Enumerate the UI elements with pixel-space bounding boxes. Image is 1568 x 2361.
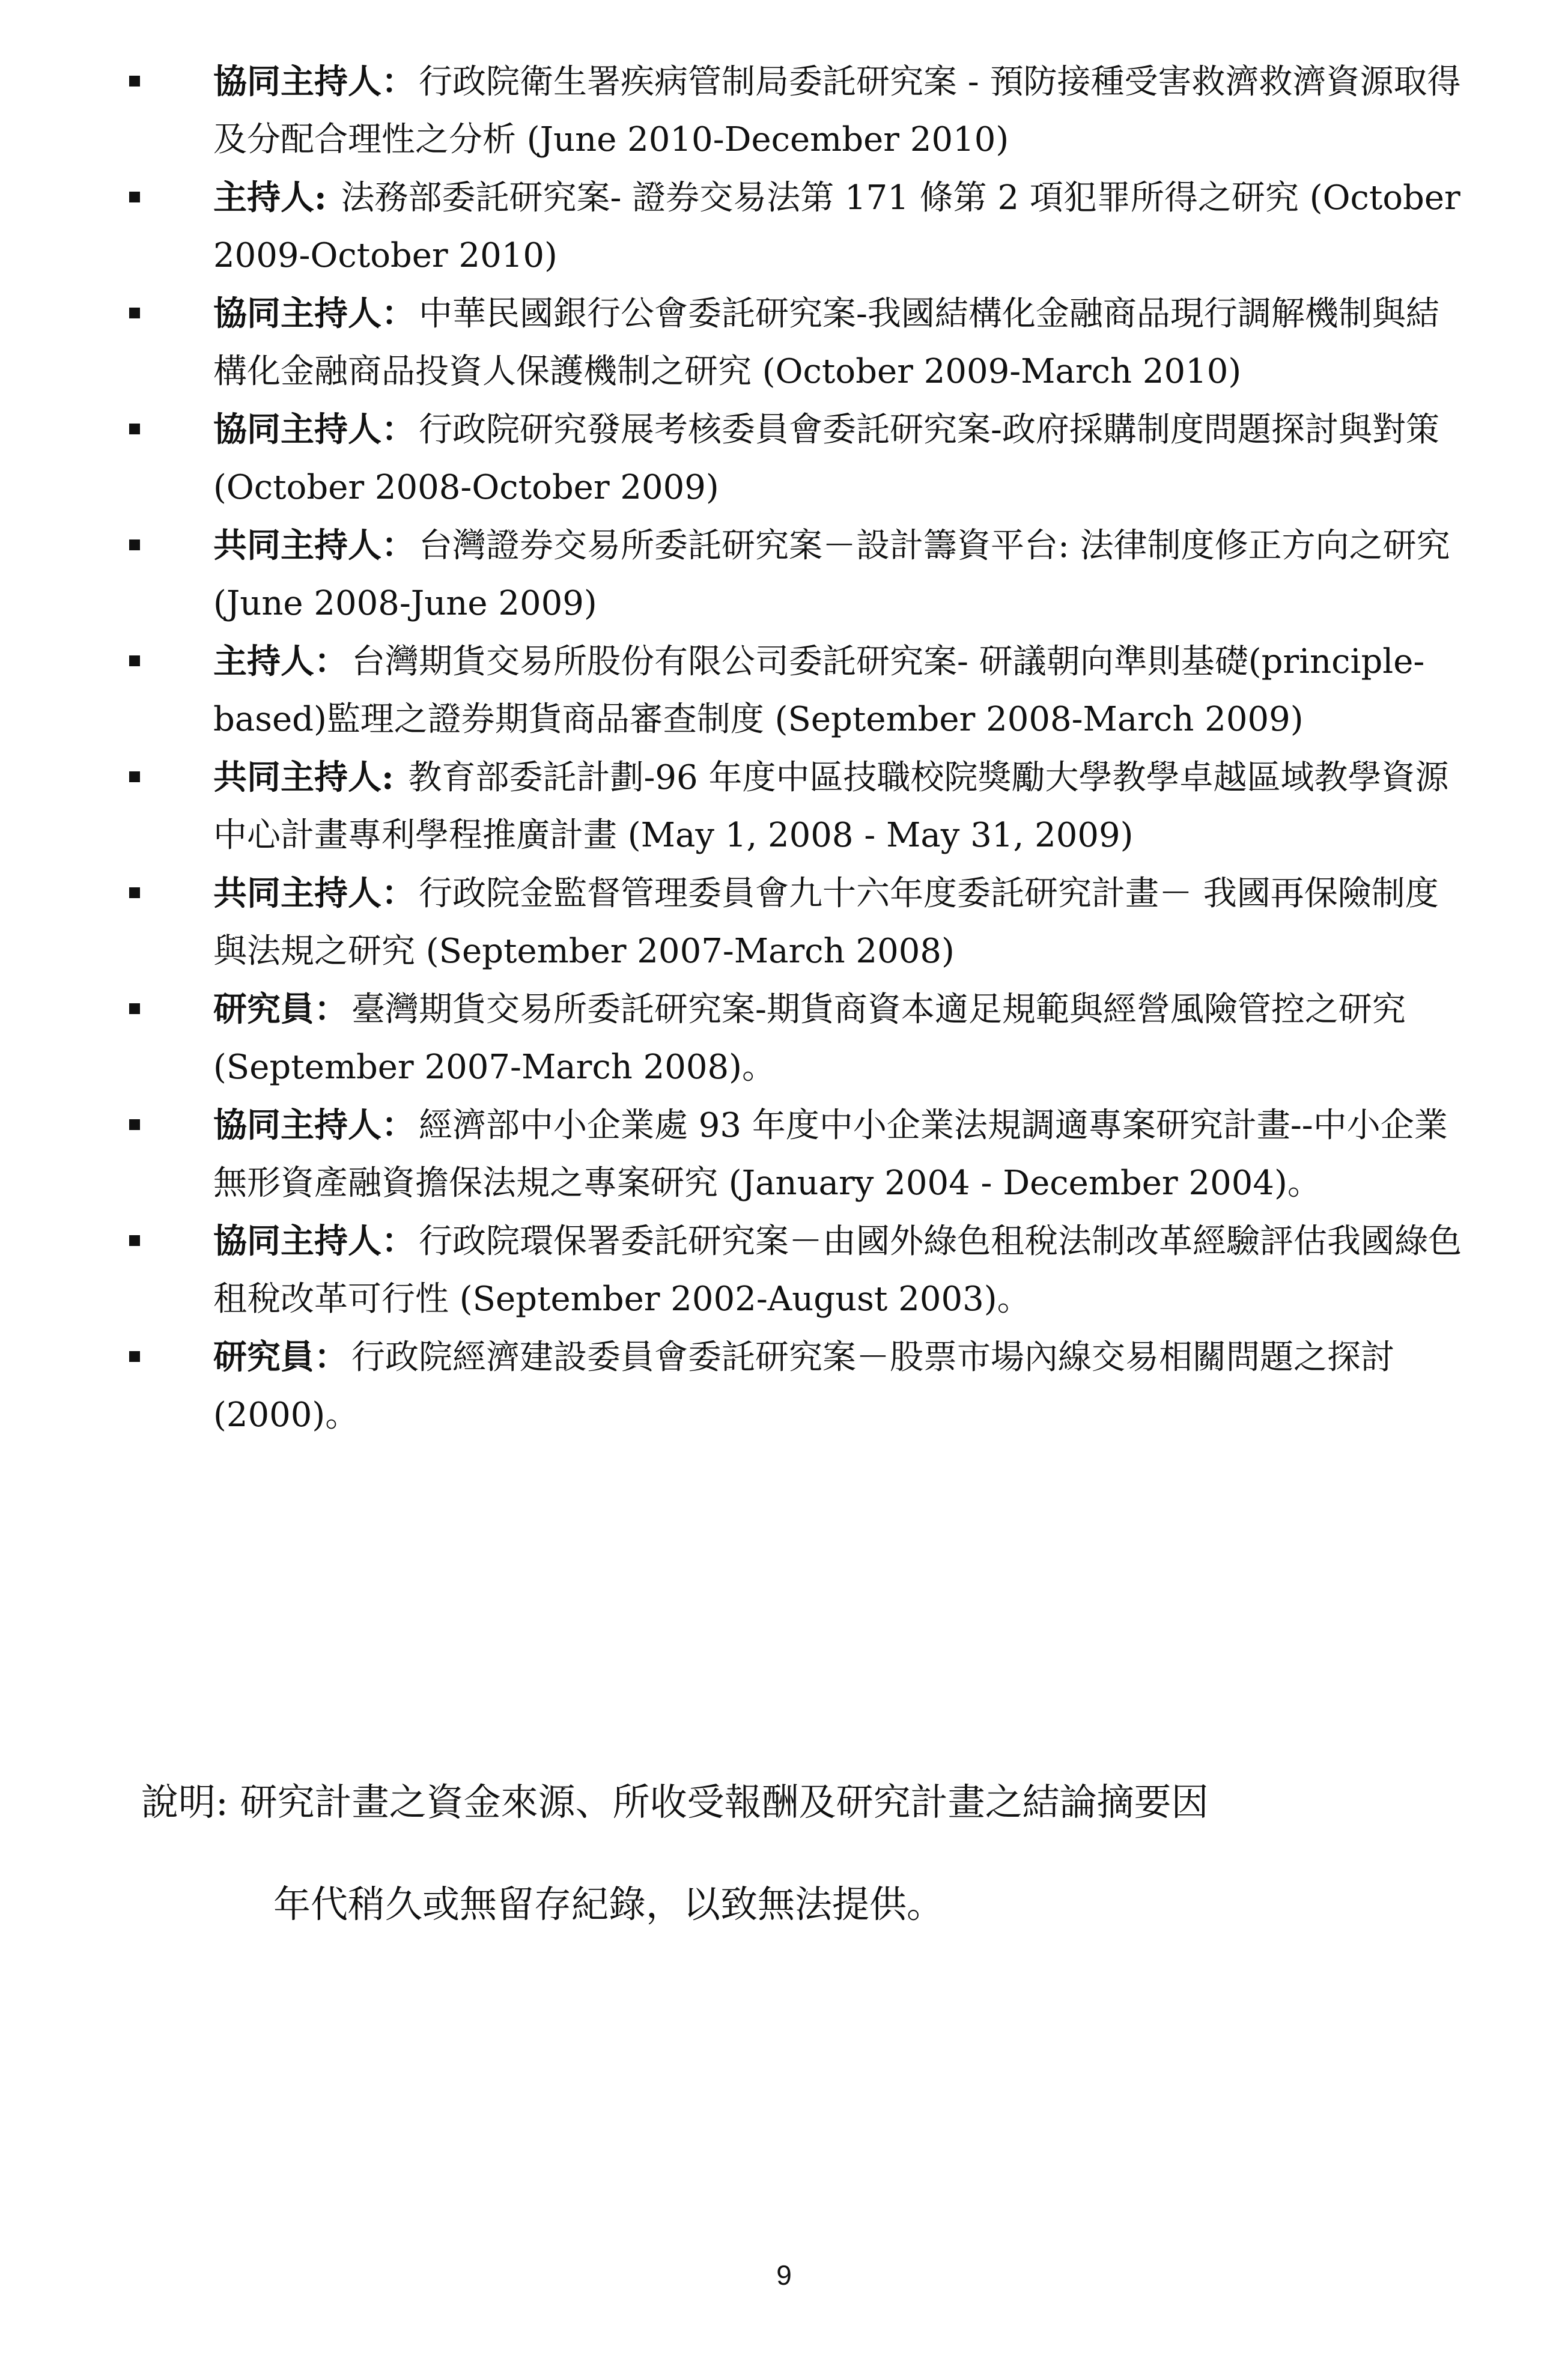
list-item: [123, 633, 1469, 749]
page-number: 9: [776, 2259, 792, 2291]
project-role: 主持人:: [213, 178, 327, 217]
project-description: 教育部委託計劃-96 年度中區技職校院獎勵大學教學卓越區域教學資源中心計畫專利學程推廣計畫 (May 1, 2008 - May 31, 2009): [213, 758, 1449, 855]
square-bullet-icon: [129, 1003, 140, 1014]
list-item: [123, 401, 1469, 517]
project-description: 臺灣期貨交易所委託研究案-期貨商資本適足規範與經營風險管控之研究 (September 2007-March 2008)。: [213, 990, 1406, 1087]
project-description: 行政院衛生署疾病管制局委託研究案 - 預防接種受害救濟救濟資源取得及分配合理性之分析 (June 2010-December 2010): [213, 62, 1461, 159]
project-description: 台灣期貨交易所股份有限公司委託研究案- 研議朝向準則基礎(principle-based)監理之證券期貨商品審查制度 (September 2008-March 2009): [213, 642, 1425, 739]
project-description: 中華民國銀行公會委託研究案-我國結構化金融商品現行調解機制與結構化金融商品投資人保護機制之研究 (October 2009-March 2010): [213, 294, 1439, 391]
square-bullet-icon: [129, 1119, 140, 1130]
project-description: 台灣證券交易所委託研究案－設計籌資平台: 法律制度修正方向之研究 (June 2008-June 2009): [213, 526, 1450, 623]
list-item: [123, 864, 1469, 980]
project-role: 研究員：: [213, 1337, 348, 1377]
project-role: 主持人：: [213, 642, 348, 681]
project-description: 法務部委託研究案- 證券交易法第 171 條第 2 項犯罪所得之研究 (October 2009-October 2010): [213, 178, 1460, 275]
project-role: 協同主持人：: [213, 294, 415, 333]
square-bullet-icon: [129, 308, 140, 318]
square-bullet-icon: [129, 539, 140, 550]
project-role: 共同主持人：: [213, 874, 415, 913]
square-bullet-icon: [129, 76, 140, 87]
list-item: [123, 980, 1469, 1096]
square-bullet-icon: [129, 1351, 140, 1362]
list-item: [123, 517, 1469, 633]
project-role: 協同主持人：: [213, 1221, 415, 1261]
project-role: 協同主持人：: [213, 410, 415, 449]
project-role: 共同主持人：: [213, 526, 415, 565]
project-role: 共同主持人:: [213, 758, 394, 797]
project-role: 研究員：: [213, 989, 348, 1029]
note-line: 說明: 研究計畫之資金來源、所收受報酬及研究計畫之結論摘要因: [141, 1780, 1209, 1824]
square-bullet-icon: [129, 1235, 140, 1246]
list-item: [123, 1212, 1469, 1328]
explanation-note: [141, 1751, 1463, 1955]
square-bullet-icon: [129, 424, 140, 434]
list-item: [123, 749, 1469, 864]
project-description: 行政院經濟建設委員會委託研究案－股票市場內線交易相關問題之探討 (2000)。: [213, 1338, 1394, 1435]
project-role: 協同主持人：: [213, 1105, 415, 1145]
list-item: [123, 1096, 1469, 1212]
project-description: 行政院環保署委託研究案－由國外綠色租稅法制改革經驗評估我國綠色租稅改革可行性 (September 2002-August 2003)。: [213, 1222, 1462, 1319]
note-line: 年代稍久或無留存紀錄，以致無法提供。: [273, 1882, 944, 1926]
square-bullet-icon: [129, 655, 140, 666]
project-description: 經濟部中小企業處 93 年度中小企業法規調適專案研究計畫--中小企業無形資產融資擔保法規之專案研究 (January 2004 - December 2004)。: [213, 1106, 1448, 1203]
project-description: 行政院研究發展考核委員會委託研究案-政府採購制度問題探討與對策 (October 2008-October 2009): [213, 410, 1439, 507]
list-item: [123, 169, 1469, 285]
list-item: [123, 1328, 1469, 1444]
square-bullet-icon: [129, 192, 140, 202]
list-item: [123, 53, 1469, 169]
project-role: 協同主持人：: [213, 62, 415, 102]
project-list: [123, 53, 1469, 1444]
project-description: 行政院金監督管理委員會九十六年度委託研究計畫－ 我國再保險制度與法規之研究 (September 2007-March 2008): [213, 874, 1439, 971]
square-bullet-icon: [129, 771, 140, 782]
square-bullet-icon: [129, 887, 140, 898]
list-item: [123, 285, 1469, 401]
